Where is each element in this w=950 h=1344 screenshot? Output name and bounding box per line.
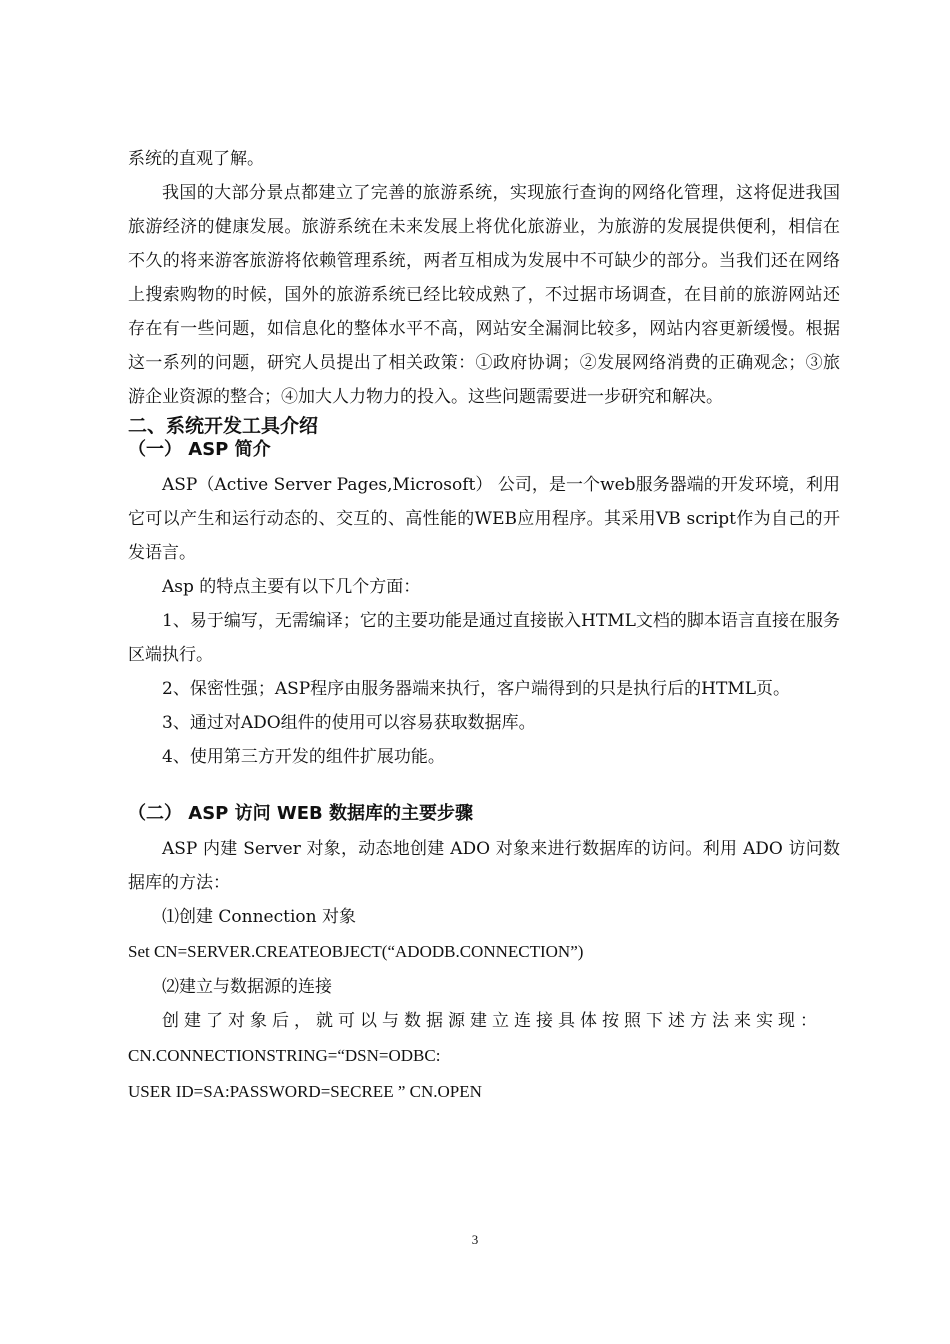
- feature-item-1: 1、易于编写，无需编译；它的主要功能是通过直接嵌入HTML文档的脚本语言直接在服务区端执行。: [128, 611, 840, 665]
- step-2-label: ⑵建立与数据源的连接: [162, 977, 332, 997]
- db-intro-paragraph: ASP 内建 Server 对象，动态地创建 ADO 对象来进行数据库的访问。利用 ADO 访问数据库的方法：: [128, 839, 840, 893]
- subsection-heading-asp-db-steps: （二） ASP 访问 WEB 数据库的主要步骤: [128, 803, 474, 824]
- subsection-heading-asp-intro: （一） ASP 简介: [128, 439, 271, 460]
- step-2-description: 创建了对象后，就可以与数据源建立连接具体按照下述方法来实现：: [162, 1011, 822, 1031]
- section-heading-dev-tools: 二、系统开发工具介绍: [128, 415, 319, 437]
- step-2-code-line-2: USER ID=SA:PASSWORD=SECREE ” CN.OPEN: [128, 1082, 482, 1101]
- intro-paragraph: 我国的大部分景点都建立了完善的旅游系统，实现旅行查询的网络化管理，这将促进我国旅游经济的健康发展。旅游系统在未来发展上将优化旅游业，为旅游的发展提供便利，相信在不久的将来游客旅游将依赖管理系统，两者互相成为发展中不可缺少的部分。当我们还在网络上搜索购物的时候，国外的旅游系统已经比较成熟了，不过据市场调查，在目前的旅游网站还存在有一些问题，如信息化的整体水平不高，网站安全漏洞比较多，网站内容更新缓慢。根据这一系列的问题，研究人员提出了相关政策：①政府协调；②发展网络消费的正确观念；③旅游企业资源的整合；④加大人力物力的投入。这些问题需要进一步研究和解决。: [128, 183, 840, 407]
- step-1-code: Set CN=SERVER.CREATEOBJECT(“ADODB.CONNECTION”): [128, 942, 584, 961]
- step-1-label: ⑴创建 Connection 对象: [162, 907, 356, 927]
- step-2-code-line-1: CN.CONNECTIONSTRING=“DSN=ODBC:: [128, 1046, 441, 1065]
- feature-item-2: 2、保密性强；ASP程序由服务器端来执行，客户端得到的只是执行后的HTML页。: [162, 679, 791, 699]
- asp-intro-paragraph: ASP（Active Server Pages,Microsoft） 公司，是一个web服务器端的开发环境，利用它可以产生和运行动态的、交互的、高性能的WEB应用程序。其采用VB script作为自己的开发语言。: [128, 475, 840, 563]
- feature-item-3: 3、通过对ADO组件的使用可以容易获取数据库。: [162, 713, 536, 733]
- page-number: 3: [471, 1232, 479, 1247]
- feature-item-4: 4、使用第三方开发的组件扩展功能。: [162, 747, 445, 767]
- asp-features-lead: Asp 的特点主要有以下几个方面：: [162, 577, 421, 597]
- document-page: [128, 142, 840, 1110]
- continuation-text: 系统的直观了解。: [128, 149, 264, 169]
